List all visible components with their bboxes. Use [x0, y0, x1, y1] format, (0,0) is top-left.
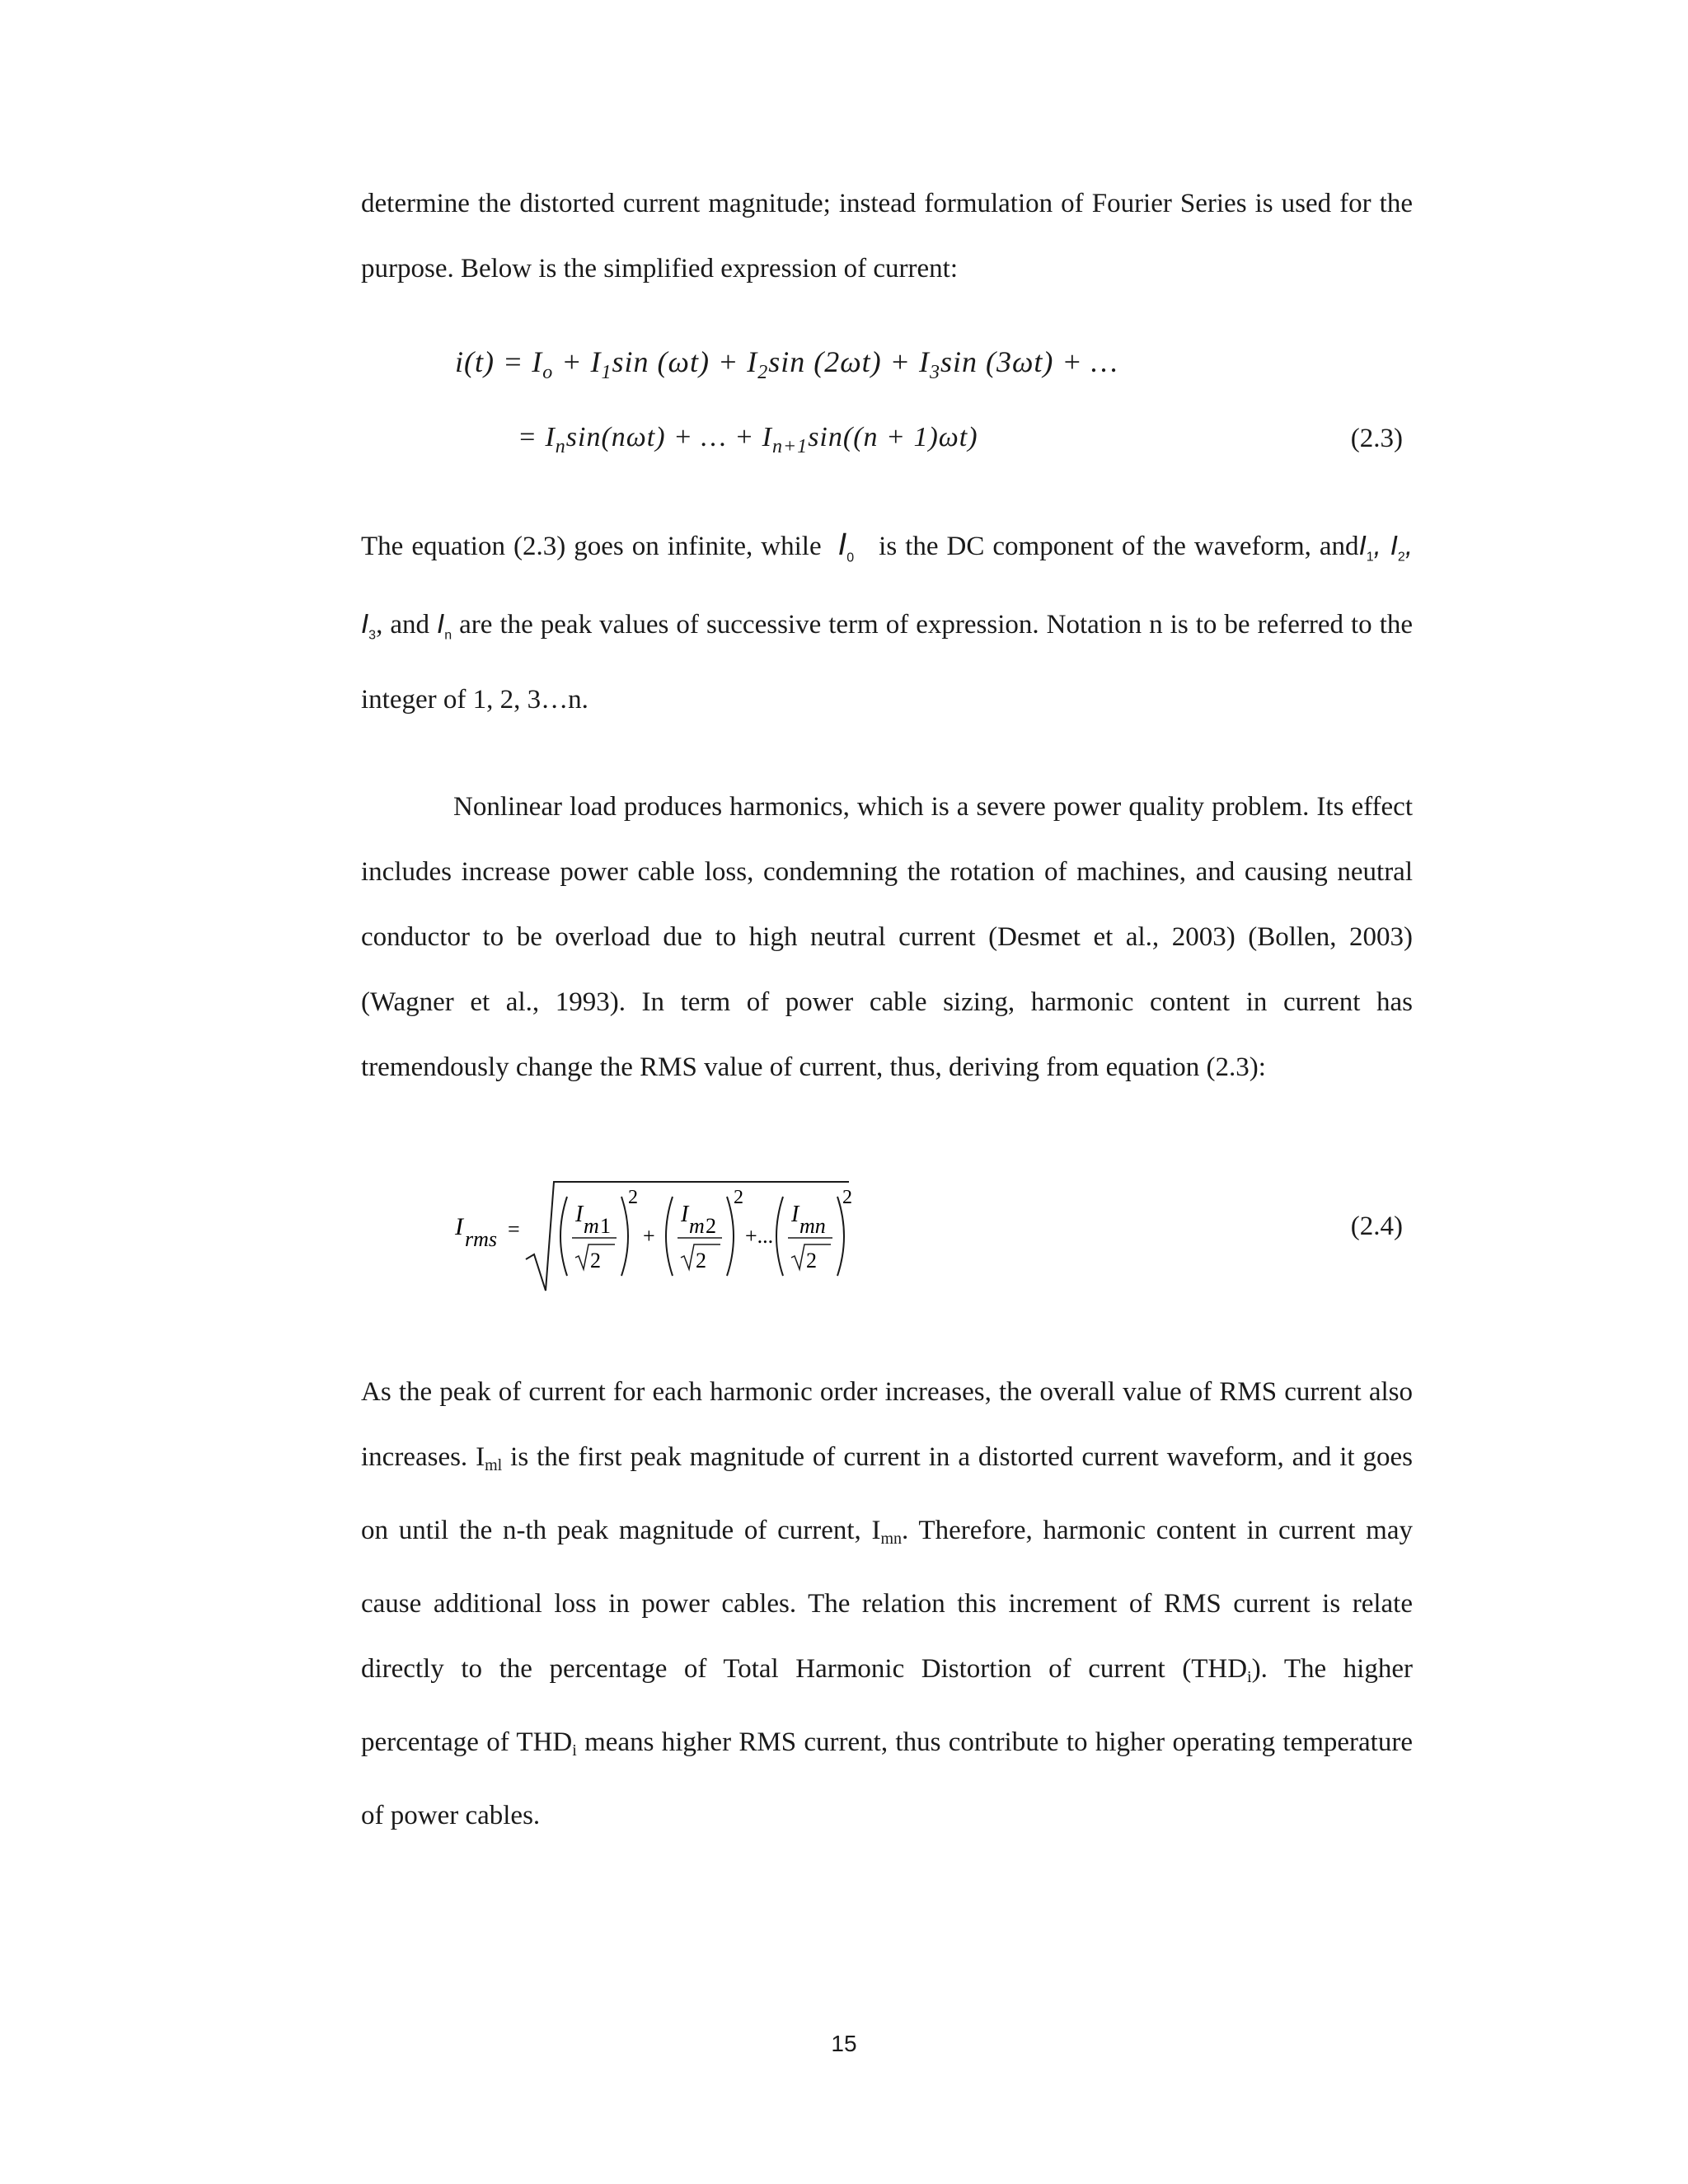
equation-2-3-number: (2.3) [1350, 424, 1403, 453]
svg-text:2: 2 [706, 1214, 716, 1238]
svg-text:I: I [455, 1213, 463, 1240]
paragraph-intro: determine the distorted current magnitude; instead formulation of Fourier Series is used for the purpose. Below is the simplified expression of current: [361, 189, 1413, 284]
paragraph-equation-description: The equation (2.3) goes on infinite, while $I_0$ is the DC component of the waveform, andI$_1$, $I_2$, $I_3$, and $I_n$ are the peak values of successive term of expression. Notation n is to be referred to the integer of 1, 2, 3…n. [361, 527, 1414, 715]
svg-text:2: 2 [734, 1187, 743, 1208]
svg-text:+: + [643, 1224, 655, 1248]
equation-2-3-line1: $i(t) = I_o + I_1\sin$ $(\omega t) + I_2\sin$ $(2\omega t) + I_3\sin$ (3ωt) + … [455, 345, 1118, 383]
equation-2-4-number: (2.4) [1350, 1212, 1403, 1241]
svg-text:I: I [791, 1202, 799, 1227]
svg-text:1: 1 [600, 1214, 611, 1238]
svg-text:2: 2 [842, 1187, 852, 1208]
paragraph-rms-explanation: As the peak of current for each harmonic order increases, the overall value of RMS current also increases. $I_{ml}$ is the first peak magnitude of current in a distorted current waveform, and it goes on until the n-th peak magnitude of current, $I_{mn}$. Therefore, harmonic content in current may cause additional loss in power cables. The relation this increment of RMS current is relate directly to the percentage of Total Harmonic Distortion of current $(THD_i)$. The higher percentage of $THD_i$ means higher RMS current, thus contribute to higher operating temperature of power cables. [361, 1377, 1413, 1830]
equation-2-3-line2: = $I_n\sin(n\omega t)$ + … + $I_{n+1}\sin((n + 1)\omega t)$ [518, 422, 978, 457]
svg-text:2: 2 [696, 1249, 706, 1272]
svg-text:2: 2 [590, 1249, 601, 1272]
svg-text:I: I [575, 1202, 584, 1227]
svg-text:+...: +... [745, 1224, 774, 1248]
svg-text:rms: rms [465, 1227, 498, 1251]
svg-text:mn: mn [799, 1214, 826, 1238]
svg-text:I: I [681, 1202, 689, 1227]
svg-text:2: 2 [806, 1249, 817, 1272]
svg-text:=: = [508, 1217, 520, 1241]
svg-text:m: m [689, 1214, 705, 1238]
page-number: 15 [831, 2031, 857, 2056]
equation-2-4-rms [452, 1170, 864, 1294]
svg-text:2: 2 [628, 1187, 638, 1208]
paragraph-harmonics: Nonlinear load produces harmonics, which is a severe power quality problem. Its effect includes increase power cable loss, condemning the rotation of machines, and causing neutral conductor to be overload due to high neutral current (Desmet et al., 2003) (Bollen, 2003) (Wagner et al., 1993). In term of power cable sizing, harmonic content in current has tremendously change the RMS value of current, thus, deriving from equation (2.3): [361, 792, 1413, 1082]
svg-text:m: m [584, 1214, 599, 1238]
